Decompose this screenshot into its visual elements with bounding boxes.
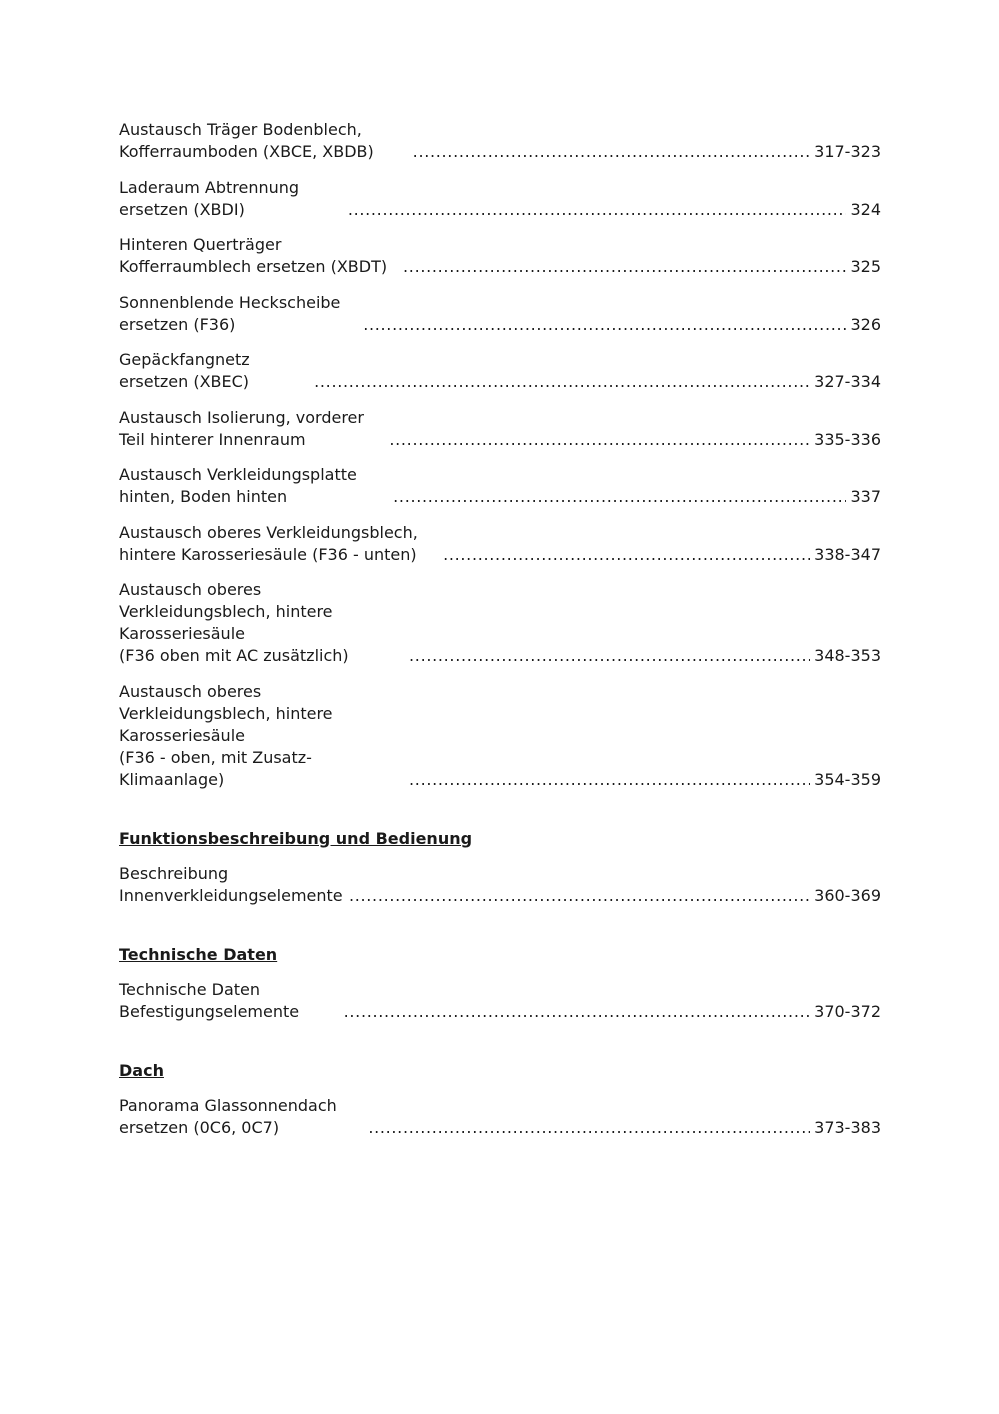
section-heading: Technische Daten	[119, 944, 278, 964]
dot-leader	[409, 645, 810, 667]
dot-leader	[363, 314, 846, 336]
toc-entry[interactable]	[119, 119, 881, 163]
toc-entry-title: Austausch Träger Bodenblech, Kofferraumboden (XBCE, XBDB)	[119, 120, 374, 161]
section-heading: Funktionsbeschreibung und Bedienung	[119, 828, 473, 848]
toc-entry-title: Austausch Isolierung, vorderer Teil hinterer Innenraum	[119, 407, 370, 449]
toc-entry-page: 324	[850, 199, 881, 219]
toc-entry-page: 373-383	[814, 1117, 881, 1137]
dot-leader	[368, 1117, 810, 1139]
toc-entry-title: Hinteren Querträger Kofferraumblech ersetzen (XBDT)	[119, 235, 388, 276]
dot-leader	[348, 199, 847, 221]
toc-entry[interactable]	[119, 1095, 881, 1139]
dot-leader	[409, 769, 810, 791]
toc-entry-page: 370-372	[814, 1001, 881, 1021]
toc-entry[interactable]	[119, 349, 881, 393]
toc-entry-title: Laderaum Abtrennung ersetzen (XBDI)	[119, 177, 305, 219]
toc-entry-page: 327-334	[814, 372, 881, 391]
table-of-contents	[119, 119, 881, 1152]
dot-leader	[349, 885, 810, 907]
dot-leader	[403, 256, 846, 278]
toc-entry-page: 360-369	[814, 885, 881, 905]
dot-leader	[443, 544, 810, 566]
dot-leader	[389, 429, 810, 451]
toc-entry[interactable]	[119, 292, 881, 336]
dot-leader	[314, 371, 810, 393]
toc-entry-page: 337	[850, 487, 881, 506]
toc-entry-title: Austausch oberes Verkleidungsblech, hintere Karosseriesäule (F36 - oben, mit Zusatz-Klimaanlage)	[119, 681, 333, 789]
toc-entry-title: Beschreibung Innenverkleidungselemente	[119, 863, 343, 905]
toc-entry-title: Gepäckfangnetz ersetzen (XBEC)	[119, 350, 255, 391]
toc-entry-page: 326	[850, 314, 881, 334]
toc-entry-title: Technische Daten Befestigungselemente	[119, 979, 300, 1021]
toc-entry[interactable]	[119, 863, 881, 907]
toc-entry-page: 338-347	[814, 544, 881, 564]
toc-entry-page: 348-353	[814, 646, 881, 665]
toc-entry[interactable]	[119, 979, 881, 1023]
toc-entry-page: 354-359	[814, 769, 881, 789]
toc-entry-title: Austausch oberes Verkleidungsblech, hintere Karosseriesäule (F36 - unten)	[119, 522, 423, 564]
toc-entry[interactable]	[119, 522, 881, 566]
dot-leader	[344, 1001, 811, 1023]
section-heading: Dach	[119, 1060, 164, 1080]
toc-entry[interactable]	[119, 407, 881, 451]
toc-entry[interactable]	[119, 681, 881, 791]
toc-entry-page: 335-336	[814, 429, 881, 449]
dot-leader	[413, 141, 810, 163]
toc-entry[interactable]	[119, 234, 881, 278]
toc-entry[interactable]	[119, 177, 881, 221]
dot-leader	[393, 486, 846, 508]
toc-entry-title: Austausch oberes Verkleidungsblech, hintere Karosseriesäule (F36 oben mit AC zusätzlich)	[119, 580, 349, 665]
toc-entry-title: Sonnenblende Heckscheibe ersetzen (F36)	[119, 292, 346, 334]
toc-entry-title: Austausch Verkleidungsplatte hinten, Boden hinten	[119, 465, 362, 506]
toc-entry[interactable]	[119, 464, 881, 508]
toc-entry-title: Panorama Glassonnendach ersetzen (0C6, 0C7)	[119, 1095, 342, 1137]
toc-entry-page: 325	[850, 257, 881, 276]
toc-entry-page: 317-323	[814, 142, 881, 161]
toc-entry[interactable]	[119, 579, 881, 667]
